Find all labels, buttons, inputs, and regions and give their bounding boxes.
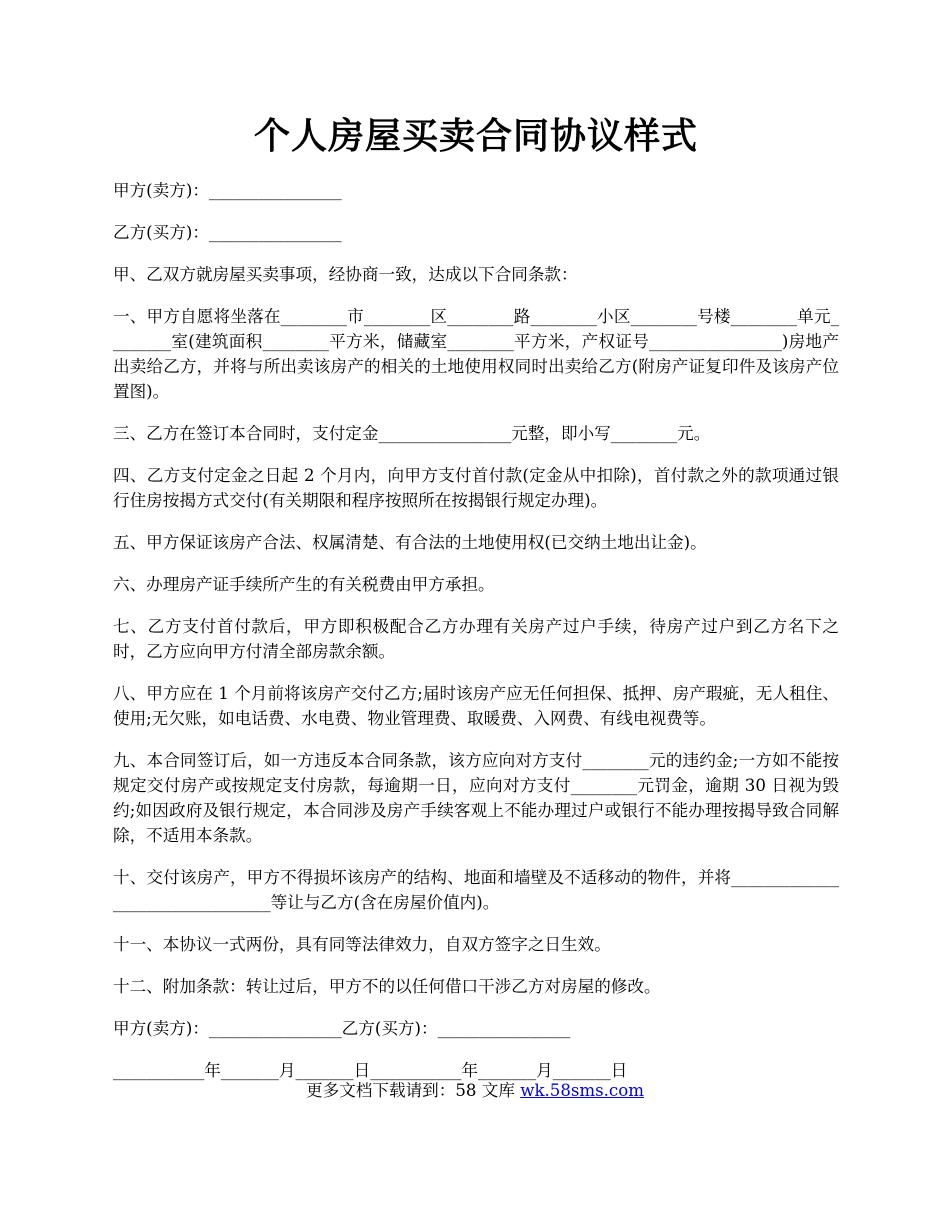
clause-8: 八、甲方应在 1 个月前将该房产交付乙方;届时该房产应无任何担保、抵押、房产瑕疵，无人租住、使用;无欠账，如电话费、水电费、物业管理费、取暖费、入网费、有线电视费等。: [113, 684, 839, 728]
party-b-line: 乙方(买方)：________________: [113, 223, 342, 242]
clause-9: 九、本合同签订后，如一方违反本合同条款，该方应向对方支付________元的违约金;一方如不能按规定交付房产或按规定支付房款，每逾期一日，应向对方支付________元罚金，逾期 30 日视为毁约;如因政府及银行规定，本合同涉及房产手续客观上不能办理过户或银行不能办理按揭导致合同解除，不适用本条款。: [113, 751, 839, 845]
clause-7: 七、乙方支付首付款后，甲方即积极配合乙方办理有关房产过户手续，待房产过户到乙方名下之时，乙方应向甲方付清全部房款余额。: [113, 617, 839, 661]
signature-line: 甲方(卖方)：________________乙方(买方)：________________: [113, 1019, 571, 1038]
document-page: [113, 112, 839, 1100]
date-line: ___________年_______月_______日___________年_______月_______日: [113, 1061, 628, 1080]
document-title: 个人房屋买卖合同协议样式: [253, 115, 698, 157]
party-a-line: 甲方(卖方)：________________: [113, 181, 342, 200]
clause-10: 十、交付该房产，甲方不得损坏该房产的结构、地面和墙壁及不适移动的物件，并将________________________________等让与乙方(含在房屋价值内)。: [113, 868, 839, 912]
clause-11: 十一、本协议一式两份，具有同等法律效力，自双方签字之日生效。: [113, 935, 611, 954]
clause-4: 四、乙方支付定金之日起 2 个月内，向甲方支付首付款(定金从中扣除)，首付款之外的款项通过银行住房按揭方式交付(有关期限和程序按照所在按揭银行规定办理)。: [113, 466, 839, 510]
clause-3: 三、乙方在签订本合同时，支付定金________________元整，即小写________元。: [113, 424, 711, 443]
clause-12: 十二、附加条款：转让过后，甲方不的以任何借口干涉乙方对房屋的修改。: [113, 977, 661, 996]
footer: [0, 1078, 950, 1103]
clause-1: 一、甲方自愿将坐落在________市________区________路________小区________号楼________单元________室(建筑面积________平方米，储藏室________平方米，产权证号________________)房地产出卖给乙方，并将与所出卖该房产的相关的土地使用权同时出卖给乙方(附房产证复印件及该房产位置图)。: [113, 307, 839, 401]
intro-paragraph: 甲、乙双方就房屋买卖事项，经协商一致，达成以下合同条款：: [113, 265, 578, 284]
footer-text: 更多文档下载请到：58 文库: [306, 1081, 521, 1100]
clause-5: 五、甲方保证该房产合法、权属清楚、有合法的土地使用权(已交纳土地出让金)。: [113, 533, 707, 552]
footer-link[interactable]: wk.58sms.com: [520, 1081, 644, 1100]
clause-6: 六、办理房产证手续所产生的有关税费由甲方承担。: [113, 575, 495, 594]
